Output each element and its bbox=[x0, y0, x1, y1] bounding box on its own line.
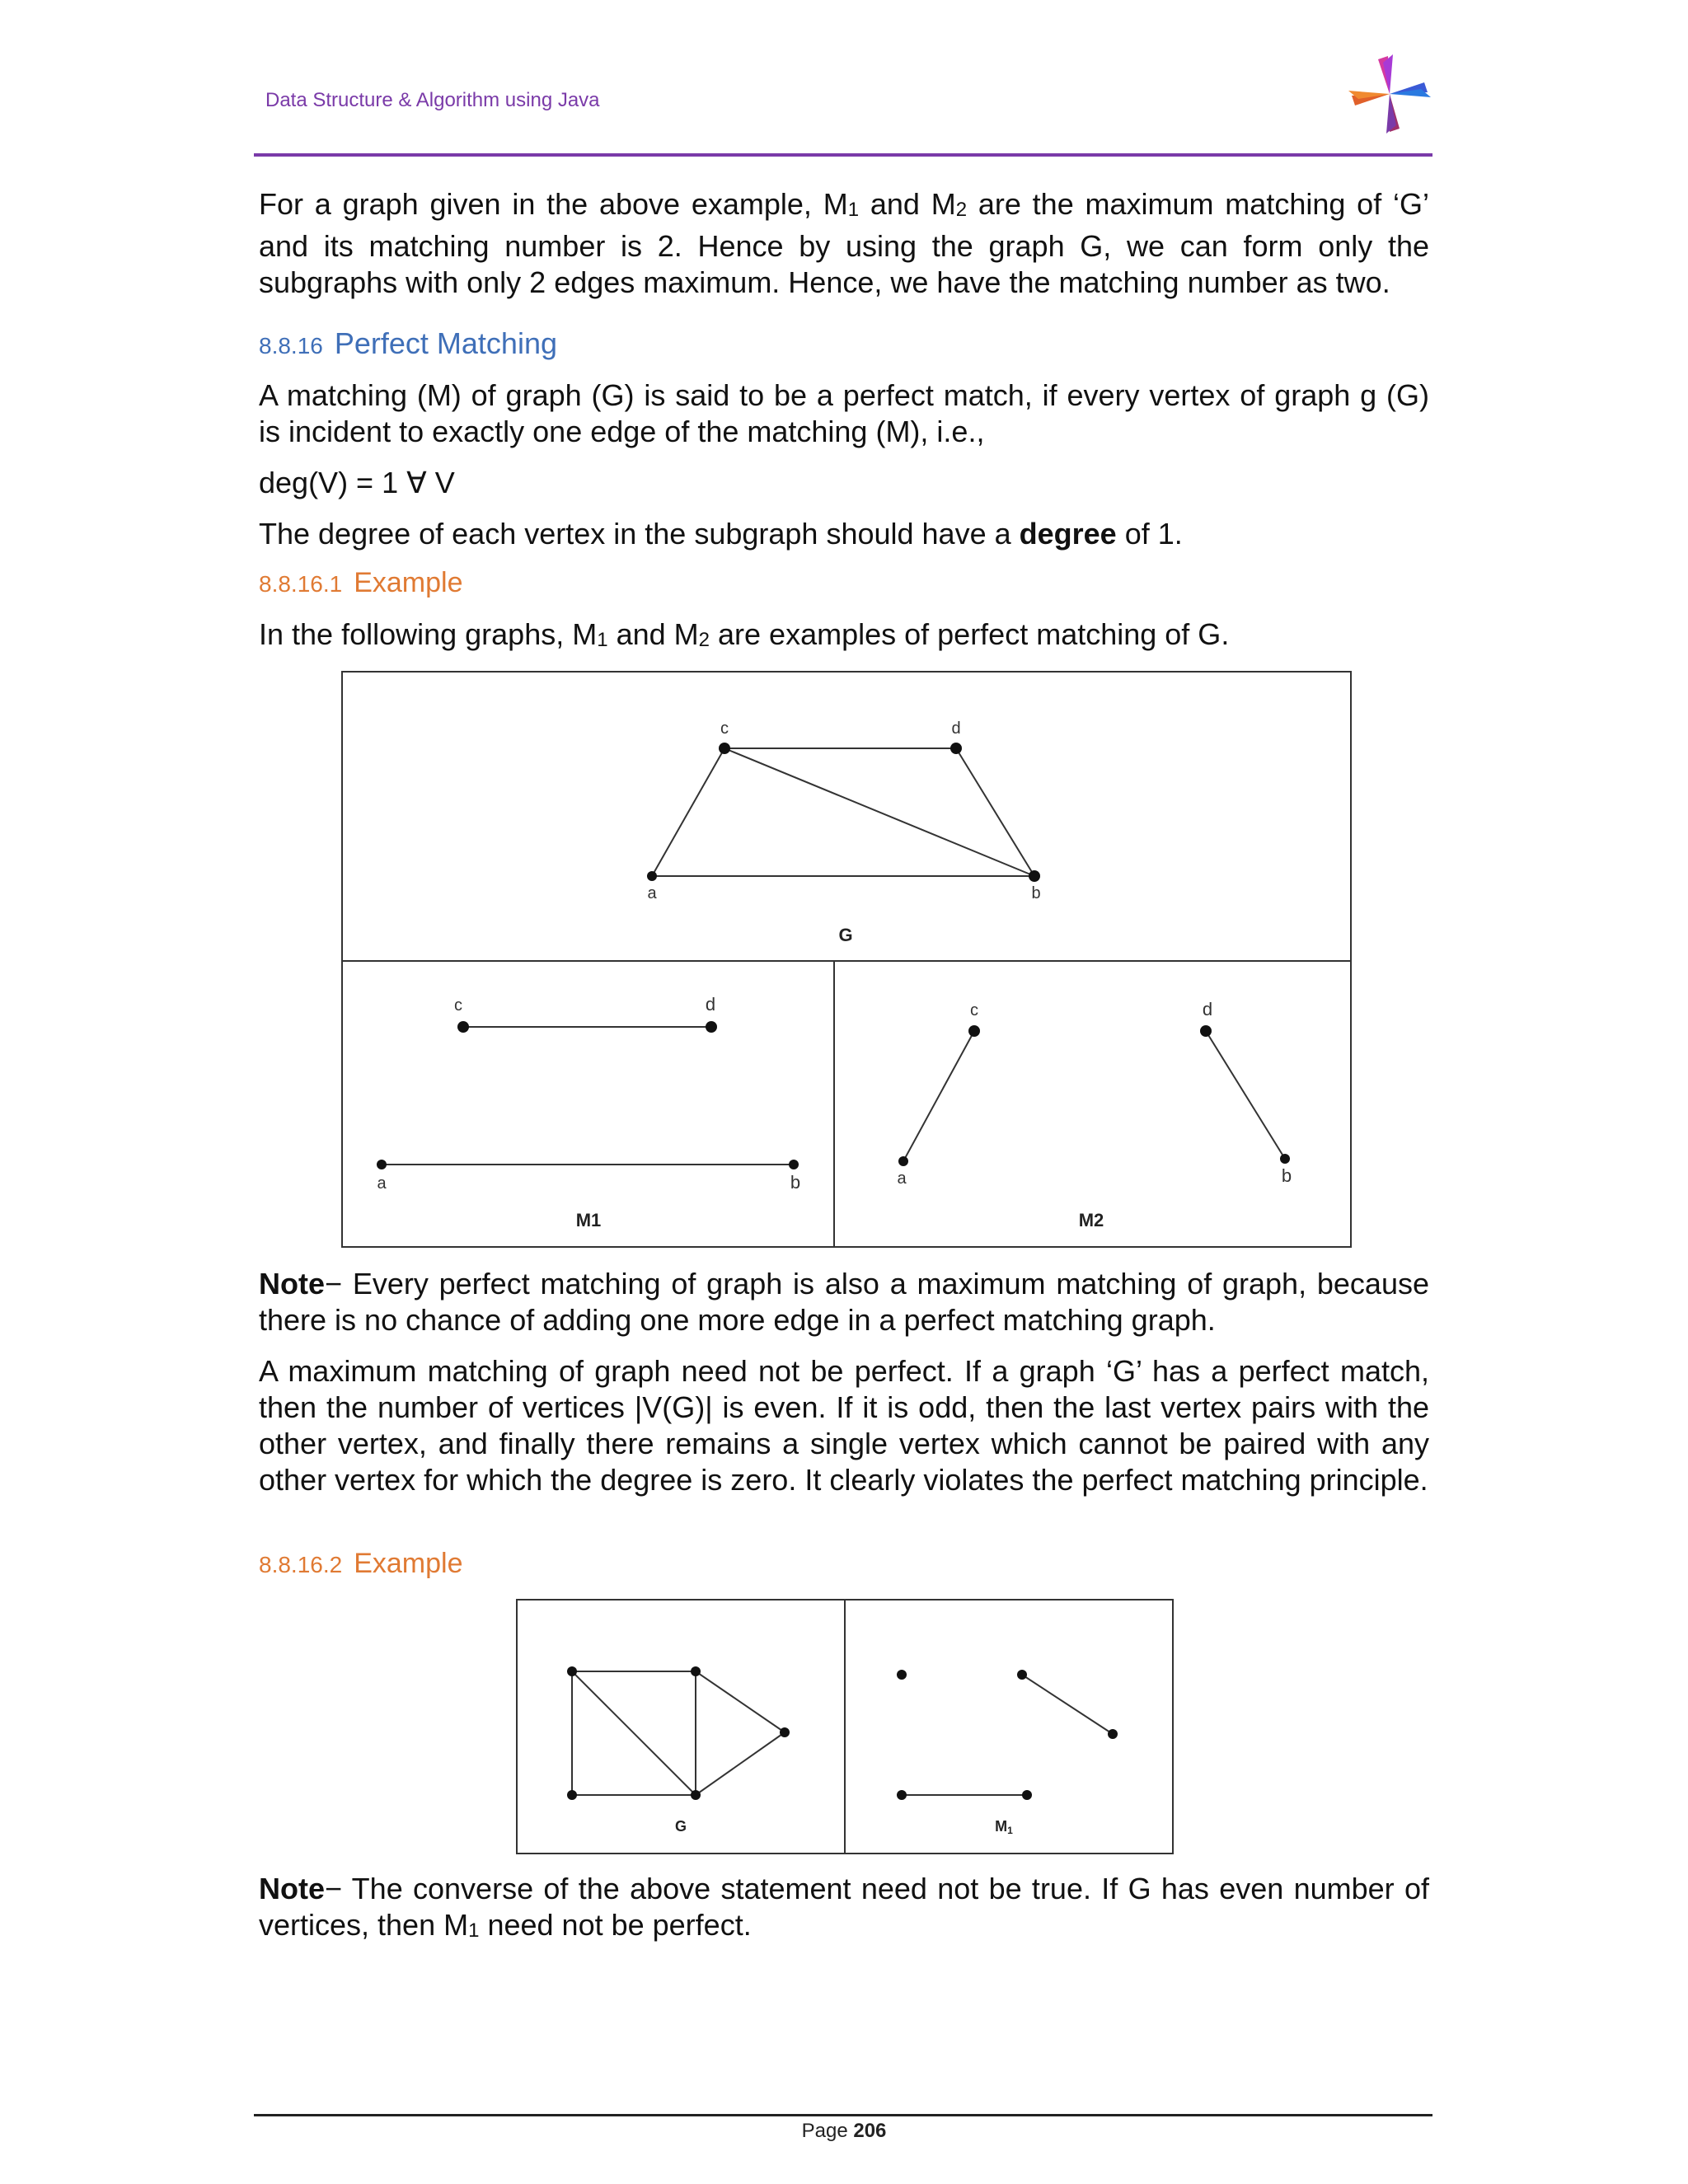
label-b: b bbox=[1031, 884, 1041, 902]
section-title: Perfect Matching bbox=[334, 326, 557, 360]
example2-heading bbox=[259, 1548, 462, 1580]
m2-vertex-d bbox=[1200, 1025, 1212, 1037]
definition-paragraph: A matching (M) of graph (G) is said to be a perfect match, if every vertex of graph g (G) is incident to exactly one edge of the matching (M), i.e., bbox=[259, 378, 1429, 448]
header-rule bbox=[254, 153, 1432, 157]
m1-label-a: a bbox=[377, 1174, 387, 1193]
degree-paragraph: The degree of each vertex in the subgraph should have a degree of 1. bbox=[259, 517, 1183, 551]
pinwheel-logo-icon bbox=[1345, 53, 1434, 135]
vertex-c bbox=[719, 743, 730, 754]
intro-paragraph: For a graph given in the above example, $M_1$ and $M_2$ are the maximum matching of ‘G’ and its matching number is 2. Hence by using the graph G, we can form only the subgraphs with only 2 edges maximum. Hence, we have the matching number as two. bbox=[259, 187, 1429, 299]
m2-vertex-c bbox=[968, 1025, 980, 1037]
g2-vertex bbox=[567, 1790, 577, 1800]
example2-number: 8.8.16.2 bbox=[259, 1552, 343, 1577]
label-g2: G bbox=[674, 1818, 687, 1835]
m1b-vertex-unmatched bbox=[897, 1670, 907, 1680]
label-m1: M1 bbox=[575, 1210, 602, 1230]
g2-vertex bbox=[691, 1666, 701, 1676]
m1b-vertex bbox=[1017, 1670, 1027, 1680]
example1-paragraph: In the following graphs, $M_1$ and $M_2$ are examples of perfect matching of G. bbox=[259, 617, 1230, 651]
m1-label-b: b bbox=[790, 1172, 801, 1193]
m1-vertex-c bbox=[457, 1021, 469, 1033]
g2-vertex bbox=[780, 1727, 790, 1737]
m2-label-d: d bbox=[1202, 999, 1213, 1019]
page-number: 206 bbox=[853, 2120, 887, 2142]
m2-label-a: a bbox=[897, 1169, 907, 1188]
figure-border bbox=[342, 672, 1351, 1247]
label-a: a bbox=[647, 884, 657, 902]
note1-paragraph: Note− Every perfect matching of graph is also a maximum matching of graph, because there is no chance of adding one more edge in a perfect matching graph. bbox=[259, 1267, 1429, 1337]
vertex-a bbox=[647, 871, 657, 881]
degree-formula: deg(V) = 1 ∀ V bbox=[259, 466, 455, 499]
m2-vertex-b bbox=[1280, 1154, 1290, 1164]
m1b-vertex bbox=[1108, 1729, 1118, 1739]
header-title: Data Structure & Algorithm using Java bbox=[265, 89, 600, 111]
label-m2: M2 bbox=[1078, 1210, 1104, 1230]
example1-number: 8.8.16.1 bbox=[259, 571, 343, 597]
section-heading bbox=[259, 326, 557, 361]
m2-label-b: b bbox=[1281, 1165, 1292, 1186]
note2-paragraph: Note− The converse of the above statement need not be true. If G has even number of vertices, then $M_1$ need not be perfect. bbox=[259, 1872, 1429, 1942]
footer-rule bbox=[254, 2114, 1432, 2116]
m1b-vertex bbox=[897, 1790, 907, 1800]
m1-label-d: d bbox=[705, 994, 716, 1015]
m1-label-c: c bbox=[454, 996, 462, 1015]
m2-vertex-a bbox=[898, 1156, 908, 1166]
label-g: G bbox=[838, 925, 853, 945]
example2-title: Example bbox=[354, 1548, 463, 1579]
vertex-b bbox=[1029, 870, 1040, 882]
label-d: d bbox=[951, 719, 961, 738]
odd-vertices-figure bbox=[516, 1599, 1174, 1854]
g2-vertex bbox=[691, 1790, 701, 1800]
page-footer bbox=[0, 2120, 1688, 2143]
page-label: Page bbox=[801, 2120, 848, 2142]
m1-vertex-a bbox=[377, 1160, 387, 1169]
label-m1b: M1 bbox=[995, 1818, 1013, 1836]
m2-label-c: c bbox=[970, 1001, 978, 1019]
m1-vertex-d bbox=[706, 1021, 717, 1033]
vertex-d bbox=[950, 743, 962, 754]
m1b-vertex bbox=[1022, 1790, 1032, 1800]
section-number: 8.8.16 bbox=[259, 333, 323, 359]
example1-heading bbox=[259, 567, 462, 599]
perfect-matching-figure bbox=[341, 671, 1352, 1248]
paragraph-perfect-vs-maximum: A maximum matching of graph need not be perfect. If a graph ‘G’ has a perfect match, then the number of vertices |V(G)| is even. If it is odd, then the last vertex pairs with the other vertex, and finally there remains a single vertex which cannot be paired with any other vertex for which the degree is zero. It clearly violates the perfect matching principle. bbox=[259, 1354, 1429, 1497]
example1-title: Example bbox=[354, 567, 463, 598]
g2-vertex bbox=[567, 1666, 577, 1676]
label-c: c bbox=[720, 719, 729, 738]
m1-vertex-b bbox=[789, 1160, 799, 1169]
